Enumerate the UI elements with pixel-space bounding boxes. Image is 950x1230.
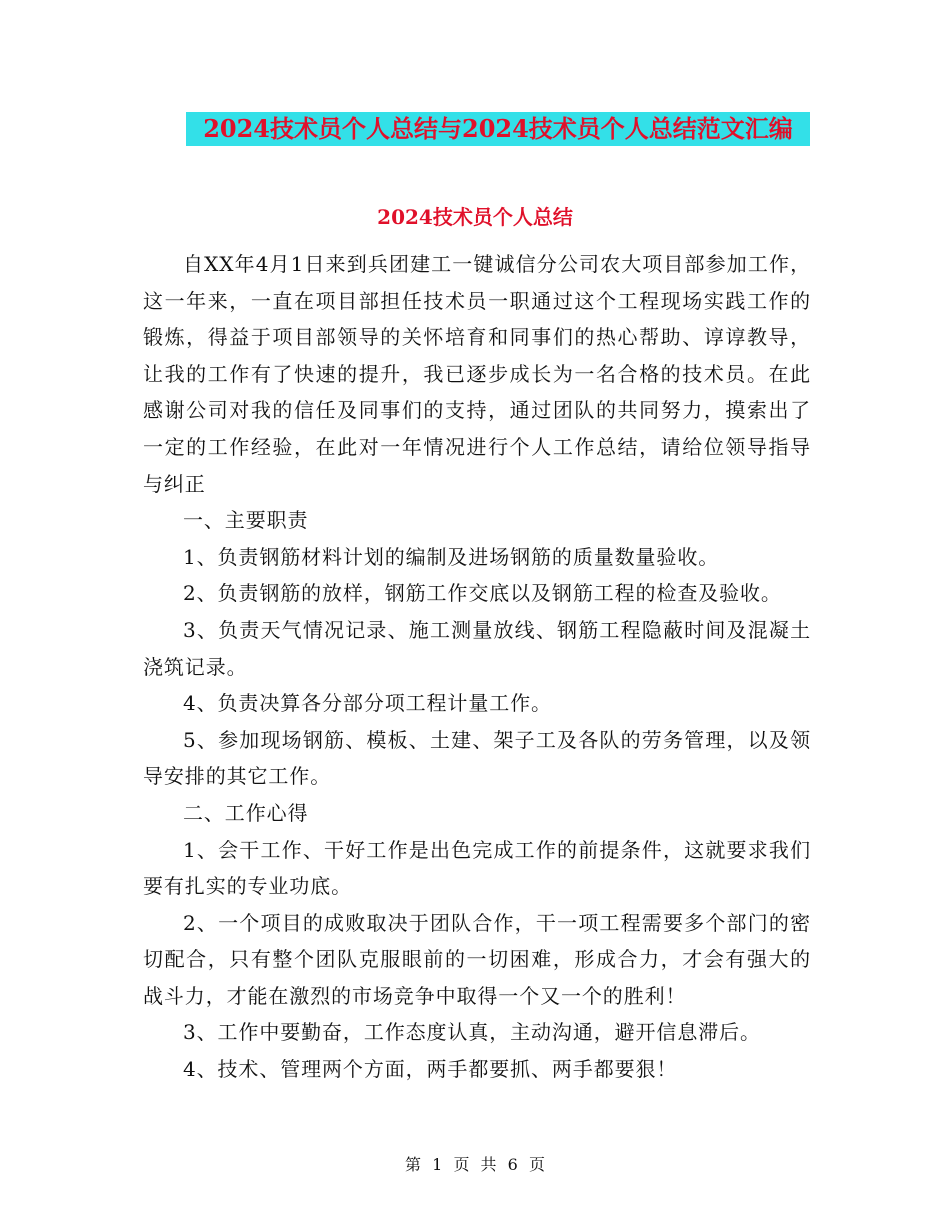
intro-paragraph: 自XX年4月1日来到兵团建工一键诚信分公司农大项目部参加工作，这一年来，一直在项目部担任技术员一职通过这个工程现场实践工作的锻炼，得益于项目部领导的关怀培育和同事们的热心帮助、谆谆教导，让我的工作有了快速的提升，我已逐步成长为一名合格的技术员。在此感谢公司对我的信任及同事们的支持，通过团队的共同努力，摸索出了一定的工作经验，在此对一年情况进行个人工作总结，请给位领导指导与纠正 xyxy=(143,252,811,496)
page-footer xyxy=(0,1154,950,1176)
section-title: 2024技术员个人总结 xyxy=(377,205,573,229)
insight-item-1: 1、会干工作、干好工作是出色完成工作的前提条件，这就要求我们要有扎实的专业功底。 xyxy=(143,837,811,899)
insight-item-4: 4、技术、管理两个方面，两手都要抓、两手都要狠！ xyxy=(183,1057,678,1082)
duty-item-4: 4、负责决算各分部分项工程计量工作。 xyxy=(183,691,552,716)
insight-item-2: 2、一个项目的成败取决于团队合作，干一项工程需要多个部门的密切配合，只有整个团队克服眼前的一切困难，形成合力，才会有强大的战斗力，才能在激烈的市场竞争中取得一个又一个的胜利！ xyxy=(143,910,811,1008)
footer-page-number: 1 xyxy=(432,1155,443,1174)
duty-item-3: 3、负责天气情况记录、施工测量放线、钢筋工程隐蔽时间及混凝土浇筑记录。 xyxy=(143,617,811,679)
heading-work-insights: 二、工作心得 xyxy=(183,800,309,825)
heading-main-duties: 一、主要职责 xyxy=(183,508,309,533)
footer-total-prefix: 共 xyxy=(480,1155,497,1174)
duty-item-1: 1、负责钢筋材料计划的编制及进场钢筋的质量数量验收。 xyxy=(183,544,720,569)
duty-item-5: 5、参加现场钢筋、模板、土建、架子工及各队的劳务管理，以及领导安排的其它工作。 xyxy=(143,727,811,789)
document-body xyxy=(143,246,811,1088)
footer-total-word: 页 xyxy=(528,1155,545,1174)
footer-total-pages: 6 xyxy=(507,1155,518,1174)
document-main-title: 2024技术员个人总结与2024技术员个人总结范文汇编 xyxy=(186,112,810,146)
insight-item-3: 3、工作中要勤奋，工作态度认真，主动沟通，避开信息滞后。 xyxy=(183,1020,761,1045)
footer-prefix: 第 xyxy=(405,1155,422,1174)
footer-page-word: 页 xyxy=(453,1155,470,1174)
duty-item-2: 2、负责钢筋的放样，钢筋工作交底以及钢筋工程的检查及验收。 xyxy=(183,581,782,606)
